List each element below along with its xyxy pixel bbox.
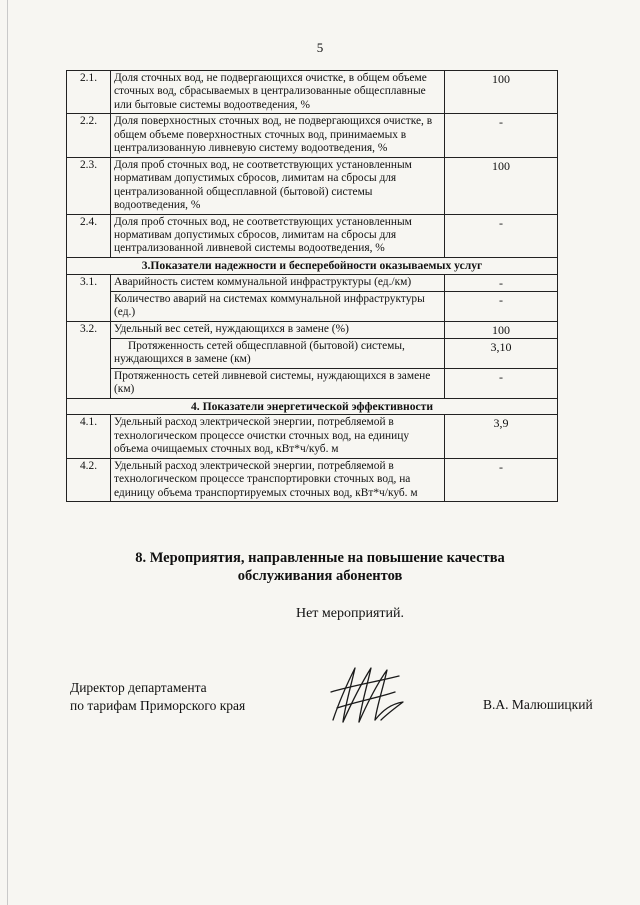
section-4-title: 4. Показатели энергетической эффективности <box>67 398 558 415</box>
row-value: - <box>445 368 558 398</box>
handwritten-signature <box>325 662 409 728</box>
heading-line-2: обслуживания абонентов <box>237 567 403 584</box>
table-row <box>67 274 558 291</box>
table-row <box>67 321 558 338</box>
row-value: 100 <box>445 71 558 114</box>
row-description <box>111 338 445 368</box>
row-description: Протяженность сетей ливневой системы, нуждающихся в замене (км) <box>111 368 445 398</box>
table-row <box>67 291 558 321</box>
table-row <box>67 157 558 214</box>
scan-margin-line <box>7 0 8 905</box>
table-row <box>67 368 558 398</box>
section-3-title: 3.Показатели надежности и бесперебойности оказываемых услуг <box>67 257 558 274</box>
row-description-text: Протяженность сетей общесплавной (бытовой) системы, нуждающихся в замене (км) <box>114 339 405 366</box>
table-row <box>67 338 558 368</box>
row-value: - <box>445 274 558 291</box>
page-number: 5 <box>316 40 324 55</box>
signer-title-line-1: Директор департамента <box>70 680 207 695</box>
table-row <box>67 458 558 501</box>
row-description: Доля проб сточных вод, не соответствующих установленным нормативам допустимых сбросов, лимитам на сбросы для централизованной ливневой системы водоотведения, % <box>111 214 445 257</box>
row-number: 2.1. <box>67 71 111 114</box>
table-row <box>67 214 558 257</box>
row-description: Количество аварий на системах коммунальной инфраструктуры (ед.) <box>111 291 445 321</box>
row-description: Удельный расход электрической энергии, потребляемой в технологическом процессе очистки сточных вод, на единицу объема очищаемых сточных вод, кВт*ч/куб. м <box>111 415 445 458</box>
row-description: Доля поверхностных сточных вод, не подвергающихся очистке, в общем объеме поверхностных сточных вод, принимаемых в централизованную ливневую систему водоотведения, % <box>111 114 445 157</box>
row-number: 3.1. <box>67 274 111 321</box>
heading-line-1: 8. Мероприятия, направленные на повышение качества <box>135 550 505 566</box>
row-description: Доля сточных вод, не подвергающихся очистке, в общем объеме сточных вод, сбрасываемых в централизованные общесплавные или бытовые системы водоотведения, % <box>111 71 445 114</box>
row-value: - <box>445 214 558 257</box>
row-description: Доля проб сточных вод, не соответствующих установленным нормативам допустимых сбросов, лимитам на сбросы для централизованной общесплавной (бытовой) системы водоотведения, % <box>111 157 445 214</box>
row-description: Удельный вес сетей, нуждающихся в замене (%) <box>111 321 445 338</box>
table-row <box>67 114 558 157</box>
row-number: 2.3. <box>67 157 111 214</box>
section-row <box>67 398 558 415</box>
row-number: 2.2. <box>67 114 111 157</box>
signer-title <box>70 679 245 714</box>
row-number: 4.2. <box>67 458 111 501</box>
row-number: 2.4. <box>67 214 111 257</box>
signer-title-line-2: по тарифам Приморского края <box>70 697 246 713</box>
row-value: - <box>445 291 558 321</box>
section-row <box>67 257 558 274</box>
row-value: - <box>445 114 558 157</box>
indicators-table <box>66 70 558 502</box>
row-value: 100 <box>445 157 558 214</box>
row-value: - <box>445 458 558 501</box>
table-row <box>67 415 558 458</box>
row-number: 3.2. <box>67 321 111 398</box>
row-description: Аварийность систем коммунальной инфраструктуры (ед./км) <box>111 274 445 291</box>
row-description: Удельный расход электрической энергии, потребляемой в технологическом процессе транспортировки сточных вод, на единицу объема транспортируемых сточных вод, кВт*ч/куб. м <box>111 458 445 501</box>
no-measures-text: Нет мероприятий. <box>295 606 405 621</box>
row-value: 3,9 <box>445 415 558 458</box>
table-row <box>67 71 558 114</box>
row-number: 4.1. <box>67 415 111 458</box>
signer-name: В.А. Малюшицкий <box>483 697 593 712</box>
row-value: 3,10 <box>445 338 558 368</box>
section-8-heading <box>0 550 640 585</box>
row-value: 100 <box>445 321 558 338</box>
